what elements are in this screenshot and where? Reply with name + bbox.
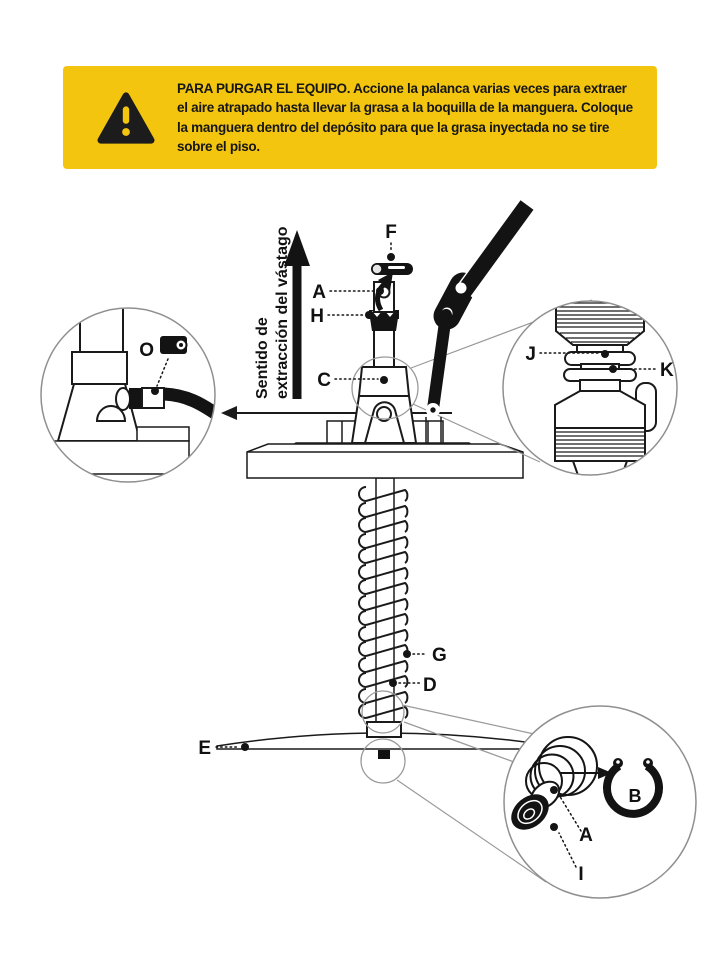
pump-body [352,329,416,443]
part-label-o: O [139,340,154,361]
hose-arrow-head [221,406,237,420]
part-label-a-top: A [312,282,326,303]
warning-lead: PARA PURGAR EL EQUIPO. [177,80,351,96]
part-label-k: K [660,360,674,381]
warning-body: Accione la palanca varias veces para extraer el aire atrapado hasta llevar la grasa a la boquilla de la manguera. Coloque la manguera dentro del depósito para que la grasa inyectada no se tire sobre el piso. [177,80,633,154]
detail-circle-left [41,306,222,482]
direction-label-line1: Sentido de [254,317,271,399]
detail-circle-bottom [504,706,696,898]
part-label-f: F [385,222,397,243]
part-label-b: B [628,786,642,806]
part-label-e: E [198,738,211,759]
detail-circle-right [503,298,677,478]
jack-base [50,441,189,474]
packing-collar [369,310,399,331]
part-label-a-bottom: A [579,825,593,846]
part-label-g: G [432,645,447,666]
rod-end-nut [378,750,390,759]
hose-coupler-part-o [160,336,187,354]
rod [376,478,394,724]
part-label-c: C [317,370,331,391]
part-label-d: D [423,675,437,696]
direction-label-line2: extracción del vástago [274,226,291,399]
part-label-h: H [310,306,324,327]
part-label-i: I [578,864,584,885]
part-label-j: J [525,344,536,365]
